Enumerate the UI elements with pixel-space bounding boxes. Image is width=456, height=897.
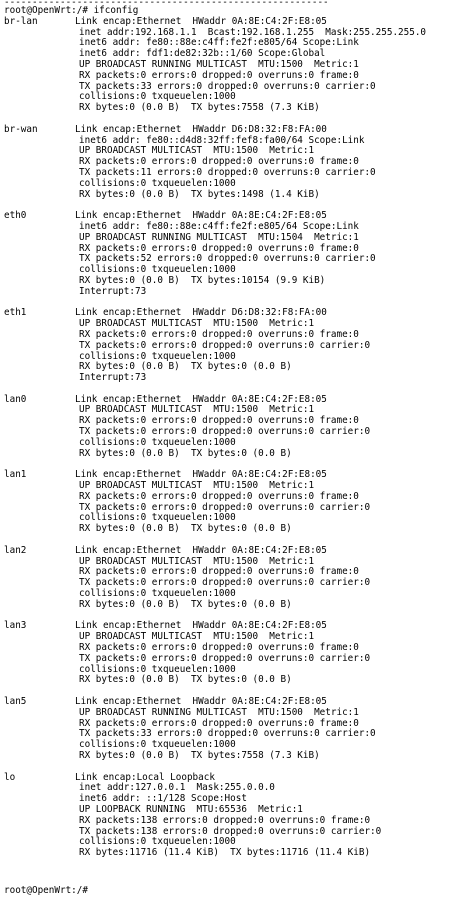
interface-detail-line: Link encap:Ethernet HWaddr D6:D8:32:F8:FA:00 <box>75 123 327 135</box>
interface-detail-line: Link encap:Ethernet HWaddr 0A:8E:C4:2F:E8:05 <box>75 469 327 481</box>
interface-name: br-lan <box>4 15 38 27</box>
interface-header <box>0 17 456 28</box>
interface-name: lan1 <box>4 469 27 481</box>
interface-detail-line: UP BROADCAST MULTICAST MTU:1500 Metric:1 <box>79 480 315 492</box>
interface-detail-line: TX packets:33 errors:0 dropped:0 overruns:0 carrier:0 <box>79 80 376 92</box>
interface-name: lan5 <box>4 696 27 707</box>
interface-detail-line: Interrupt:73 <box>79 285 147 297</box>
interface-detail-line: RX bytes:0 (0.0 B) TX bytes:0 (0.0 B) <box>79 674 292 686</box>
interface-detail-line: inet6 addr: ::1/128 Scope:Host <box>79 793 247 805</box>
interface-detail-line: RX packets:0 errors:0 dropped:0 overruns:0 frame:0 <box>79 717 359 729</box>
interface-block-br-wan <box>0 125 456 201</box>
interface-header <box>0 125 456 136</box>
interface-detail-line: inet6 addr: fe80::88e:c4ff:fe2f:e805/64 Scope:Link <box>79 37 359 49</box>
interface-detail-line: RX packets:0 errors:0 dropped:0 overruns:0 frame:0 <box>79 156 359 168</box>
interface-detail-line: RX bytes:0 (0.0 B) TX bytes:1498 (1.4 KiB) <box>79 188 320 200</box>
interface-detail-line: UP BROADCAST MULTICAST MTU:1500 Metric:1 <box>79 631 315 643</box>
interface-detail-line: TX packets:52 errors:0 dropped:0 overruns:0 carrier:0 <box>79 253 376 265</box>
interface-name: lan0 <box>4 393 27 405</box>
interface-detail-line: Link encap:Ethernet HWaddr 0A:8E:C4:2F:E8:05 <box>75 210 327 222</box>
interface-detail-line: inet addr:192.168.1.1 Bcast:192.168.1.255 Mask:255.255.255.0 <box>79 26 427 38</box>
interface-detail-line: UP BROADCAST MULTICAST MTU:1500 Metric:1 <box>79 555 315 567</box>
interface-detail-line: RX packets:0 errors:0 dropped:0 overruns:0 frame:0 <box>79 490 359 502</box>
interface-name: eth0 <box>4 210 27 222</box>
interface-detail-line: UP BROADCAST MULTICAST MTU:1500 Metric:1 <box>79 145 315 157</box>
interface-detail-line: RX bytes:0 (0.0 B) TX bytes:0 (0.0 B) <box>79 598 292 610</box>
interface-detail-line: inet addr:127.0.0.1 Mask:255.0.0.0 <box>79 782 275 794</box>
interface-detail-line: UP BROADCAST RUNNING MULTICAST MTU:1500 Metric:1 <box>79 706 359 718</box>
interface-detail-line: UP BROADCAST RUNNING MULTICAST MTU:1504 Metric:1 <box>79 231 359 243</box>
interface-detail-line: Link encap:Ethernet HWaddr D6:D8:32:F8:FA:00 <box>75 307 327 319</box>
interface-detail-line: RX packets:0 errors:0 dropped:0 overruns:0 frame:0 <box>79 566 359 578</box>
interface-detail-line: collisions:0 txqueuelen:1000 <box>79 512 236 524</box>
interface-detail-line: Link encap:Ethernet HWaddr 0A:8E:C4:2F:E8:05 <box>75 15 327 27</box>
interface-detail-line: collisions:0 txqueuelen:1000 <box>79 663 236 675</box>
interface-detail-line: RX bytes:0 (0.0 B) TX bytes:10154 (9.9 KiB) <box>79 274 326 286</box>
interface-detail-line: collisions:0 txqueuelen:1000 <box>79 91 236 103</box>
interface-detail-line: RX packets:0 errors:0 dropped:0 overruns:0 frame:0 <box>79 242 359 254</box>
interface-detail-line: collisions:0 txqueuelen:1000 <box>79 436 236 448</box>
interface-detail-line: collisions:0 txqueuelen:1000 <box>79 350 236 362</box>
interface-name: br-wan <box>4 123 38 135</box>
interface-detail-line: TX packets:0 errors:0 dropped:0 overruns:0 carrier:0 <box>79 426 371 438</box>
interface-detail-line: Link encap:Ethernet HWaddr 0A:8E:C4:2F:E8:05 <box>75 620 327 632</box>
interface-block-lan2 <box>0 546 456 611</box>
interface-detail-line: Link encap:Ethernet HWaddr 0A:8E:C4:2F:E8:05 <box>75 544 327 556</box>
separator-line: ---------------------------------------------------------- <box>4 0 329 6</box>
interface-detail-line: collisions:0 txqueuelen:1000 <box>79 588 236 600</box>
shell-prompt: root@OpenWrt:/# <box>4 5 88 16</box>
interface-detail-line: TX packets:138 errors:0 dropped:0 overruns:0 carrier:0 <box>79 825 382 837</box>
interface-block-eth0 <box>0 211 456 297</box>
interface-block-lan3 <box>0 621 456 686</box>
interface-detail-line: RX bytes:0 (0.0 B) TX bytes:0 (0.0 B) <box>79 447 292 459</box>
interface-detail-line: TX packets:0 errors:0 dropped:0 overruns:0 carrier:0 <box>79 339 371 351</box>
interface-name: lo <box>4 771 16 783</box>
interface-name: lan2 <box>4 544 27 556</box>
interface-detail-line: RX bytes:0 (0.0 B) TX bytes:0 (0.0 B) <box>79 361 292 373</box>
ifconfig-output <box>0 17 456 859</box>
interface-detail-line: RX bytes:0 (0.0 B) TX bytes:7558 (7.3 KiB) <box>79 102 320 114</box>
interface-detail-line: collisions:0 txqueuelen:1000 <box>79 739 236 751</box>
interface-detail-line: UP LOOPBACK RUNNING MTU:65536 Metric:1 <box>79 803 303 815</box>
interface-block-lan0 <box>0 395 456 460</box>
bottom-shell-prompt[interactable]: root@OpenWrt:/# <box>4 886 88 896</box>
interface-detail-line: collisions:0 txqueuelen:1000 <box>79 836 236 848</box>
interface-detail-line: inet6 addr: fe80::88e:c4ff:fe2f:e805/64 Scope:Link <box>79 220 359 232</box>
interface-detail-line: RX packets:0 errors:0 dropped:0 overruns:0 frame:0 <box>79 328 359 340</box>
interface-detail-line: TX packets:33 errors:0 dropped:0 overruns:0 carrier:0 <box>79 728 376 740</box>
interface-block-eth1 <box>0 308 456 384</box>
interface-detail-line: TX packets:11 errors:0 dropped:0 overruns:0 carrier:0 <box>79 166 376 178</box>
interface-detail-line: Link encap:Ethernet HWaddr 0A:8E:C4:2F:E8:05 <box>75 393 327 405</box>
interface-detail-line: TX packets:0 errors:0 dropped:0 overruns:0 carrier:0 <box>79 652 371 664</box>
interface-detail-line: UP BROADCAST MULTICAST MTU:1500 Metric:1 <box>79 318 315 330</box>
interface-block-lan5 <box>0 697 456 762</box>
interface-detail-line: TX packets:0 errors:0 dropped:0 overruns:0 carrier:0 <box>79 501 371 513</box>
interface-detail-line: UP BROADCAST MULTICAST MTU:1500 Metric:1 <box>79 404 315 416</box>
interface-block-lan1 <box>0 470 456 535</box>
interface-detail-line: collisions:0 txqueuelen:1000 <box>79 177 236 189</box>
interface-detail-line: Link encap:Ethernet HWaddr 0A:8E:C4:2F:E8:05 <box>75 696 327 707</box>
interface-detail-line: TX packets:0 errors:0 dropped:0 overruns:0 carrier:0 <box>79 577 371 589</box>
interface-detail-line: RX bytes:0 (0.0 B) TX bytes:7558 (7.3 KiB) <box>79 749 320 761</box>
interface-detail-line: inet6 addr: fe80::d4d8:32ff:fef8:fa00/64 Scope:Link <box>79 134 365 146</box>
interface-detail-line: UP BROADCAST RUNNING MULTICAST MTU:1500 Metric:1 <box>79 58 359 70</box>
interface-detail-line: RX bytes:0 (0.0 B) TX bytes:0 (0.0 B) <box>79 523 292 535</box>
interface-detail-line: RX packets:0 errors:0 dropped:0 overruns:0 frame:0 <box>79 415 359 427</box>
interface-detail-line: Interrupt:73 <box>79 372 147 384</box>
interface-name: eth1 <box>4 307 27 319</box>
interface-block-br-lan <box>0 17 456 114</box>
interface-detail-line: collisions:0 txqueuelen:1000 <box>79 264 236 276</box>
interface-detail-line: RX packets:138 errors:0 dropped:0 overruns:0 frame:0 <box>79 814 371 826</box>
interface-detail-line: Link encap:Local Loopback <box>75 771 215 783</box>
interface-detail-line: RX packets:0 errors:0 dropped:0 overruns:0 frame:0 <box>79 642 359 654</box>
interface-name: lan3 <box>4 620 27 632</box>
interface-detail-line: inet6 addr: fdf1:de82:32b::1/60 Scope:Global <box>79 48 326 60</box>
interface-block-lo <box>0 773 456 859</box>
command-text: ifconfig <box>93 5 139 16</box>
interface-detail-line: RX packets:0 errors:0 dropped:0 overruns:0 frame:0 <box>79 69 359 81</box>
interface-detail-line: RX bytes:11716 (11.4 KiB) TX bytes:11716 (11.4 KiB) <box>79 847 371 859</box>
